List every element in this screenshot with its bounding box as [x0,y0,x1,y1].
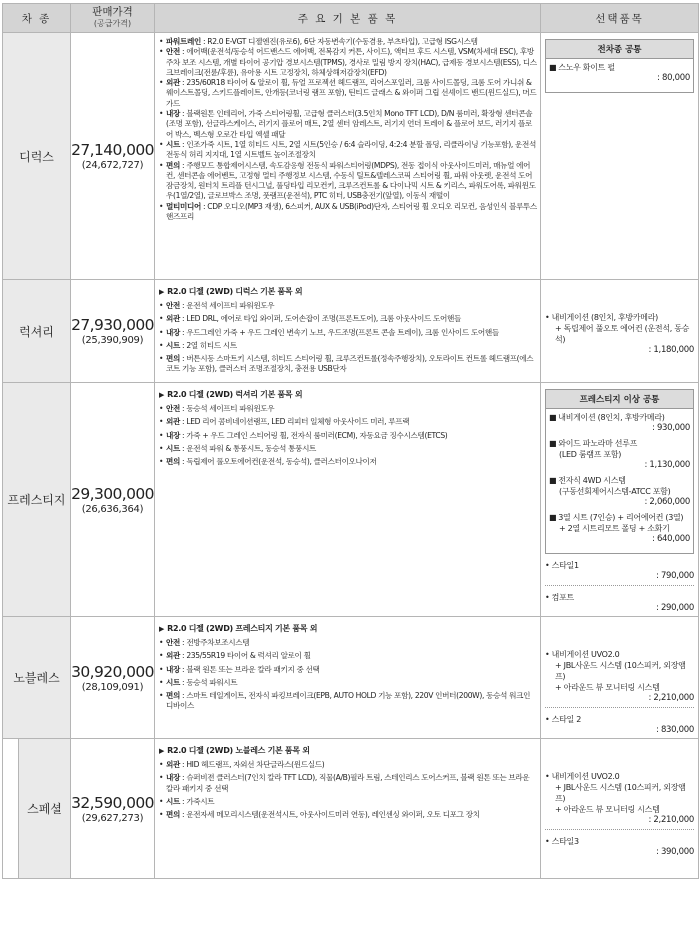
option-line [545,782,694,804]
option-line [545,660,694,682]
basic-item-key: 외관 [166,314,180,324]
option-price: : 790,000 [655,571,694,581]
option-price: : 830,000 [655,725,694,735]
header-price-sub: (공급가격) [93,19,132,28]
basic-item [159,431,537,441]
sale-price: 29,300,000 [71,484,154,503]
option-list-item [545,771,694,826]
basic-item [159,678,537,688]
table-row [3,383,699,617]
option-price: : 390,000 [655,847,694,857]
basic-item-value: : 가죽시트 [179,796,215,806]
basic-item-value: : LED DRL, 에어로 타입 와이퍼, 도어손잡이 조명(프론트도어), 크롬 아웃사이드 도어핸들 [179,314,461,324]
basic-items-cell [155,739,541,879]
option-price: : 1,130,000 [644,460,690,470]
basic-item [159,773,537,794]
header-price-label: 판매가격 [92,6,133,18]
option-line-text: 스타일1 [551,561,579,570]
dotted-divider [545,829,694,830]
basic-item [159,638,537,648]
option-line [545,771,694,782]
basic-item-key: 편의 [166,160,180,170]
model-name: 럭셔리 [3,280,71,383]
table-row [3,739,699,879]
triangle-icon: ▶ [159,625,165,633]
basic-item [159,109,537,140]
basic-item-key: 외관 [166,760,180,769]
basic-item-value: : LED 리어 콤비네이션램프, LED 리피터 일체형 아웃사이드 미러, 루프랙 [179,417,410,427]
basic-section-title-text: R2.0 디젤 (2WD) 디럭스 기본 품목 외 [167,287,303,296]
basic-item-value: : 버튼시동 스마트키 시스템, 히티드 스티어링 휠, 크루즈컨트롤(정속주행장치), 오토라이트 컨트롤 헤드램프(에스코트 기능 포함), 클러스터 조명조절장치, 충전용 USB단자 [166,354,534,374]
basic-item [159,417,537,427]
header-options: 선택품목 [541,4,699,33]
price-table [2,3,699,879]
option-item [549,475,690,508]
option-line-text: + 아라운드 뷰 모니터링 시스템 [555,683,660,692]
basic-item-key: 내장 [166,773,180,783]
options-cell [541,739,699,879]
bullet-icon: • [545,593,552,602]
basic-item-value: : R2.0 E-VGT 디젤엔진(유로6), 6단 자동변속기(수동겸용, 부츠타입), 고급형 ISG시스템 [200,37,478,46]
option-line [545,649,694,660]
basic-item [159,810,537,820]
bullet-icon: • [545,715,552,724]
basic-item-value: : 슈퍼비젼 클러스터(7인치 칼라 TFT LCD), 직물(A/B)필라 트림, 스테인리스 도어스커프, 블랙 원톤 또는 브라운 칼라 패키지 중 선택 [166,773,530,793]
option-name: 3열 시트 (7인승) + 리어에어컨 (3열) [558,513,684,522]
options-cell [541,33,699,280]
sale-price: 27,930,000 [71,316,154,334]
indent-cell [3,739,19,879]
basic-item [159,47,537,78]
basic-item-key: 시트 [166,443,180,453]
option-price: : 930,000 [651,423,690,433]
table-row [3,280,699,383]
basic-item-key: 편의 [166,810,180,820]
basic-item [159,140,537,161]
basic-section-title [159,286,537,298]
option-line-text: 내비게이션 (8인치, 후방카메라) [551,313,658,322]
option-line-text: 컴포트 [551,593,574,602]
basic-item-key: 멀티미디어 [166,201,201,211]
basic-item-key: 편의 [166,354,180,364]
basic-item [159,457,537,467]
supply-price: (26,636,364) [81,503,144,515]
option-line-text: 스타일 2 [551,715,581,724]
price-cell [71,739,155,879]
basic-item-value: : HID 헤드램프, 자외선 차단글라스(윈드실드) [179,760,325,769]
common-options-title: 프레스티지 이상 공통 [546,390,693,409]
basic-item-value: : CDP 오디오(MP3 재생), 6스피커, AUX & USB(iPod)단자, 스티어링 휠 오디오 리모컨, 음성인식 블루투스 핸즈프리 [166,201,537,222]
basic-section-title [159,623,537,635]
basic-item-key: 내장 [166,430,180,440]
basic-item-key: 내장 [166,664,180,674]
option-item [549,412,690,434]
option-line-text: 스타일3 [551,837,579,846]
basic-item-value: : 동승석 파워시트 [179,677,238,687]
basic-items-cell [155,33,541,280]
supply-price: (24,672,727) [81,160,144,171]
table-row [3,617,699,739]
option-line [545,804,694,815]
option-line-text: + JBL사운드 시스템 (10스피커, 외장앰프) [555,783,686,803]
bullet-icon: • [545,313,552,322]
option-line [545,682,694,693]
option-line [545,714,694,725]
option-item [549,62,690,84]
basic-item [159,328,537,338]
option-line [545,592,694,603]
basic-section-title [159,745,537,757]
model-name: 스페셜 [19,739,71,879]
bullet-icon: • [545,837,552,846]
basic-item-key: 외관 [166,651,180,661]
common-options-box [545,389,694,554]
basic-item-value: : 주행모드 통합제어시스템, 속도감응형 전동식 파워스티어링(MDPS), 전동 접이식 아웃사이드미러, 매뉴얼 에어컨, 센터콘솔 에어벤트, 고정형 멀티 주행정보 시스템, 수동식 틸트&텔레스코픽 스티어링 휠, 파워 아웃렛, 운전석 도어잠금장치, 원터치 트리플 턴시그널, 풀딩타입 리모컨키, 크루즈컨트롤 & 다이나믹 시트 & 키리스, 파워도어록, 파워윈도우(1열/2열), 글로브박스 조명, 풋램프(운전석), PTC 히터, USB충전기(앞열), 이동식 재떨이 [166,160,536,201]
basic-item-key: 편의 [166,457,180,467]
basic-item-value: : 운전석 세이프티 파워윈도우 [179,301,275,310]
options-cell [541,280,699,383]
basic-item-key: 편의 [166,691,180,701]
supply-price: (29,627,273) [81,812,144,824]
basic-section-title-text: R2.0 디젤 (2WD) 럭셔리 기본 품목 외 [167,390,303,399]
basic-item-key: 안전 [166,404,180,413]
option-list-item [545,560,694,582]
common-options-title: 전차종 공통 [546,40,693,59]
basic-item-value: : 가죽 + 우드 그레인 스티어링 휠, 전자식 룸미러(ECM), 자동요금 징수시스템(ETCS) [179,430,448,440]
basic-item-value: : 스마트 테일게이트, 전자식 파킹브레이크(EPB, AUTO HOLD 기능 포함), 220V 인버터(200W), 동승석 워크인 디바이스 [166,691,531,711]
option-line-text: + JBL사운드 시스템 (10스피커, 외장앰프) [555,661,686,681]
supply-price: (25,390,909) [81,335,144,346]
basic-item [159,404,537,414]
basic-item [159,444,537,454]
price-cell [71,383,155,617]
basic-item-value: : 에어백(운전석/동승석 어드밴스드 에어백, 전복감지 커튼, 사이드), 액티브 후드 시스템, VSM(차세대 ESC), 후방 주차 보조 시스템, 개별 타이어 공기압 경보시스템(TPMS), 경사로 밀림 방지 장치(HAC), 급제동 경보시스템(ESS), 디스크브레이크(전륜/후륜), 유아용 시트 고정장치, 하체상해저감장치(EFD) [166,47,537,77]
square-bullet-icon: ■ [549,476,557,485]
basic-item [159,354,537,375]
basic-item-key: 시트 [166,139,180,149]
basic-item-value: : 블랙원톤 인테리어, 가죽 스티어링휠, 고급형 클러스터(3.5인치 Mono TFT LCD), D/N 룸미러, 확장형 센터콘솔(조명 포함), 선글라스케이스, 러기지 플로어 매트, 2열 센터 암레스트, 러기지 언더 트레이 & 플로어 보드, 러기지 플로어 박스, 벡스형 오로간 타입 엑셀 패달 [166,109,533,139]
basic-item-key: 파워트레인 [166,37,201,46]
model-name: 디럭스 [3,33,71,280]
table-header-row [3,4,699,33]
price-cell [71,617,155,739]
basic-section-title [159,389,537,401]
dotted-divider [545,585,694,586]
basic-item-value: : 블랙 원톤 또는 브라운 칼라 패키지 중 선택 [179,664,320,674]
option-line-text: 내비게이션 UVO2.0 [551,650,620,659]
basic-item [159,341,537,351]
option-item [549,438,690,471]
supply-price: (28,109,091) [81,681,144,693]
bullet-icon: • [545,650,552,659]
option-sub: + 2열 시트리모트 폴딩 + 소화기 [559,524,670,533]
square-bullet-icon: ■ [549,413,557,422]
basic-item-key: 시트 [166,677,180,687]
price-cell [71,280,155,383]
bullet-icon: • [545,561,552,570]
square-bullet-icon: ■ [549,513,557,522]
basic-list [159,301,537,375]
option-name: 스노우 화이트 펄 [558,63,615,72]
sale-price: 32,590,000 [71,793,154,812]
table-body [3,33,699,879]
option-line [545,323,694,345]
basic-item [159,301,537,311]
basic-item [159,665,537,675]
option-name: 와이드 파노라마 선루프 [558,439,638,448]
option-list-item [545,649,694,704]
basic-section-title-text: R2.0 디젤 (2WD) 노블레스 기본 품목 외 [167,746,310,755]
basic-item-value: : 2열 히티드 시트 [179,340,237,350]
option-list-item [545,592,694,614]
option-line-text: + 독립제어 풀오토 에어컨 (운전석, 동승석) [555,324,690,344]
header-price [71,4,155,33]
option-line [545,312,694,323]
options-cell [541,383,699,617]
basic-item-value: : 독립제어 풀오토에어컨(운전석, 동승석), 클러스터이오나이저 [179,457,377,467]
sale-price: 30,920,000 [71,662,154,681]
option-item [549,512,690,545]
option-sub: (LED 룸램프 포함) [559,450,622,459]
option-price: : 2,210,000 [648,815,694,825]
basic-list [159,404,537,467]
basic-item [159,651,537,661]
basic-item-value: : 운전자세 메모리시스템(운전석시트, 아웃사이드미러 연동), 레인센싱 와이퍼, 오토 디포그 장치 [179,810,480,820]
square-bullet-icon: ■ [549,63,557,72]
option-line-text: 내비게이션 UVO2.0 [551,772,620,781]
basic-item [159,161,537,202]
basic-item-key: 시트 [166,796,180,806]
basic-item-value: : 우드그레인 가죽 + 우드 그레인 변속기 노브, 우드조명(프론트 콘솔 트레이), 크롬 인사이드 도어핸들 [179,327,499,337]
option-list-item [545,836,694,858]
basic-item [159,202,537,223]
basic-item-key: 시트 [166,340,180,350]
option-list-item [545,312,694,356]
option-name: 내비게이션 (8인치, 후방카메라) [558,413,665,422]
basic-item [159,691,537,712]
table-row [3,33,699,280]
basic-item-key: 안전 [166,301,180,310]
option-price: : 640,000 [651,534,690,544]
basic-items-cell [155,280,541,383]
option-price: : 2,060,000 [644,497,690,507]
option-list-item [545,714,694,736]
common-options-body [546,59,693,92]
option-line [545,560,694,571]
basic-item [159,760,537,770]
basic-item-key: 내장 [166,109,180,119]
model-name: 프레스티지 [3,383,71,617]
option-name: 전자식 4WD 시스템 [558,476,626,485]
basic-list [159,760,537,820]
option-price: : 1,180,000 [648,345,694,355]
common-options-body [546,409,693,553]
basic-item-value: : 인조가죽 시트, 1열 히티드 시트, 2열 시트(5인승 / 6:4 슬라이딩, 4:2:4 분할 폴딩, 리클라이닝 기능포함), 운전석 전동식 허리 지지대, 1열 시트벨트 높이조절장치 [166,139,536,160]
basic-item-key: 외관 [166,78,180,88]
header-basic: 주 요 기 본 품 목 [155,4,541,33]
option-price: : 80,000 [657,73,690,83]
basic-item [159,78,537,109]
basic-list [159,37,537,222]
basic-item [159,797,537,807]
triangle-icon: ▶ [159,391,165,399]
bullet-icon: • [545,772,552,781]
option-line-text: + 아라운드 뷰 모니터링 시스템 [555,805,660,814]
triangle-icon: ▶ [159,288,165,296]
header-model: 차 종 [3,4,71,33]
basic-item-key: 내장 [166,327,180,337]
sale-price: 27,140,000 [71,141,154,159]
basic-item-value: : 동승석 세이프티 파워윈도우 [179,404,275,413]
dotted-divider [545,707,694,708]
square-bullet-icon: ■ [549,439,557,448]
basic-section-title-text: R2.0 디젤 (2WD) 프레스티지 기본 품목 외 [167,624,318,633]
basic-item-value: : 235/60R18 타이어 & 알로이 휠, 듀얼 프로젝션 헤드램프, 리어스포일러, 크롬 사이드몰딩, 크롬 도어 가니쉬 & 웨이스트몰딩, 스키드플레이트, 안개등(코너링 램프 포함), 틴티드 글래스 & 와이퍼 그립 선셰이드 밴드(윈드실드), 머드가드 [166,78,537,108]
basic-item-key: 외관 [166,417,180,427]
basic-list [159,638,537,712]
option-price: : 2,210,000 [648,693,694,703]
price-cell [71,33,155,280]
basic-item-key: 안전 [166,638,180,647]
option-sub: (구동선회제어시스템-ATCC 포함) [559,487,671,496]
option-line [545,836,694,847]
basic-item-value: : 235/55R19 타이어 & 럭셔리 알로이 휠 [179,651,311,661]
common-options-box [545,39,694,93]
price-sheet [2,3,698,857]
basic-item-value: : 운전석 파워 & 통풍시트, 동승석 통풍시트 [179,443,317,453]
basic-item-value: : 전방주차보조시스템 [179,638,250,647]
model-name: 노블레스 [3,617,71,739]
basic-item [159,37,537,47]
basic-items-cell [155,383,541,617]
options-cell [541,617,699,739]
triangle-icon: ▶ [159,747,165,755]
basic-item [159,314,537,324]
basic-items-cell [155,617,541,739]
option-price: : 290,000 [655,603,694,613]
basic-item-key: 안전 [166,47,180,57]
